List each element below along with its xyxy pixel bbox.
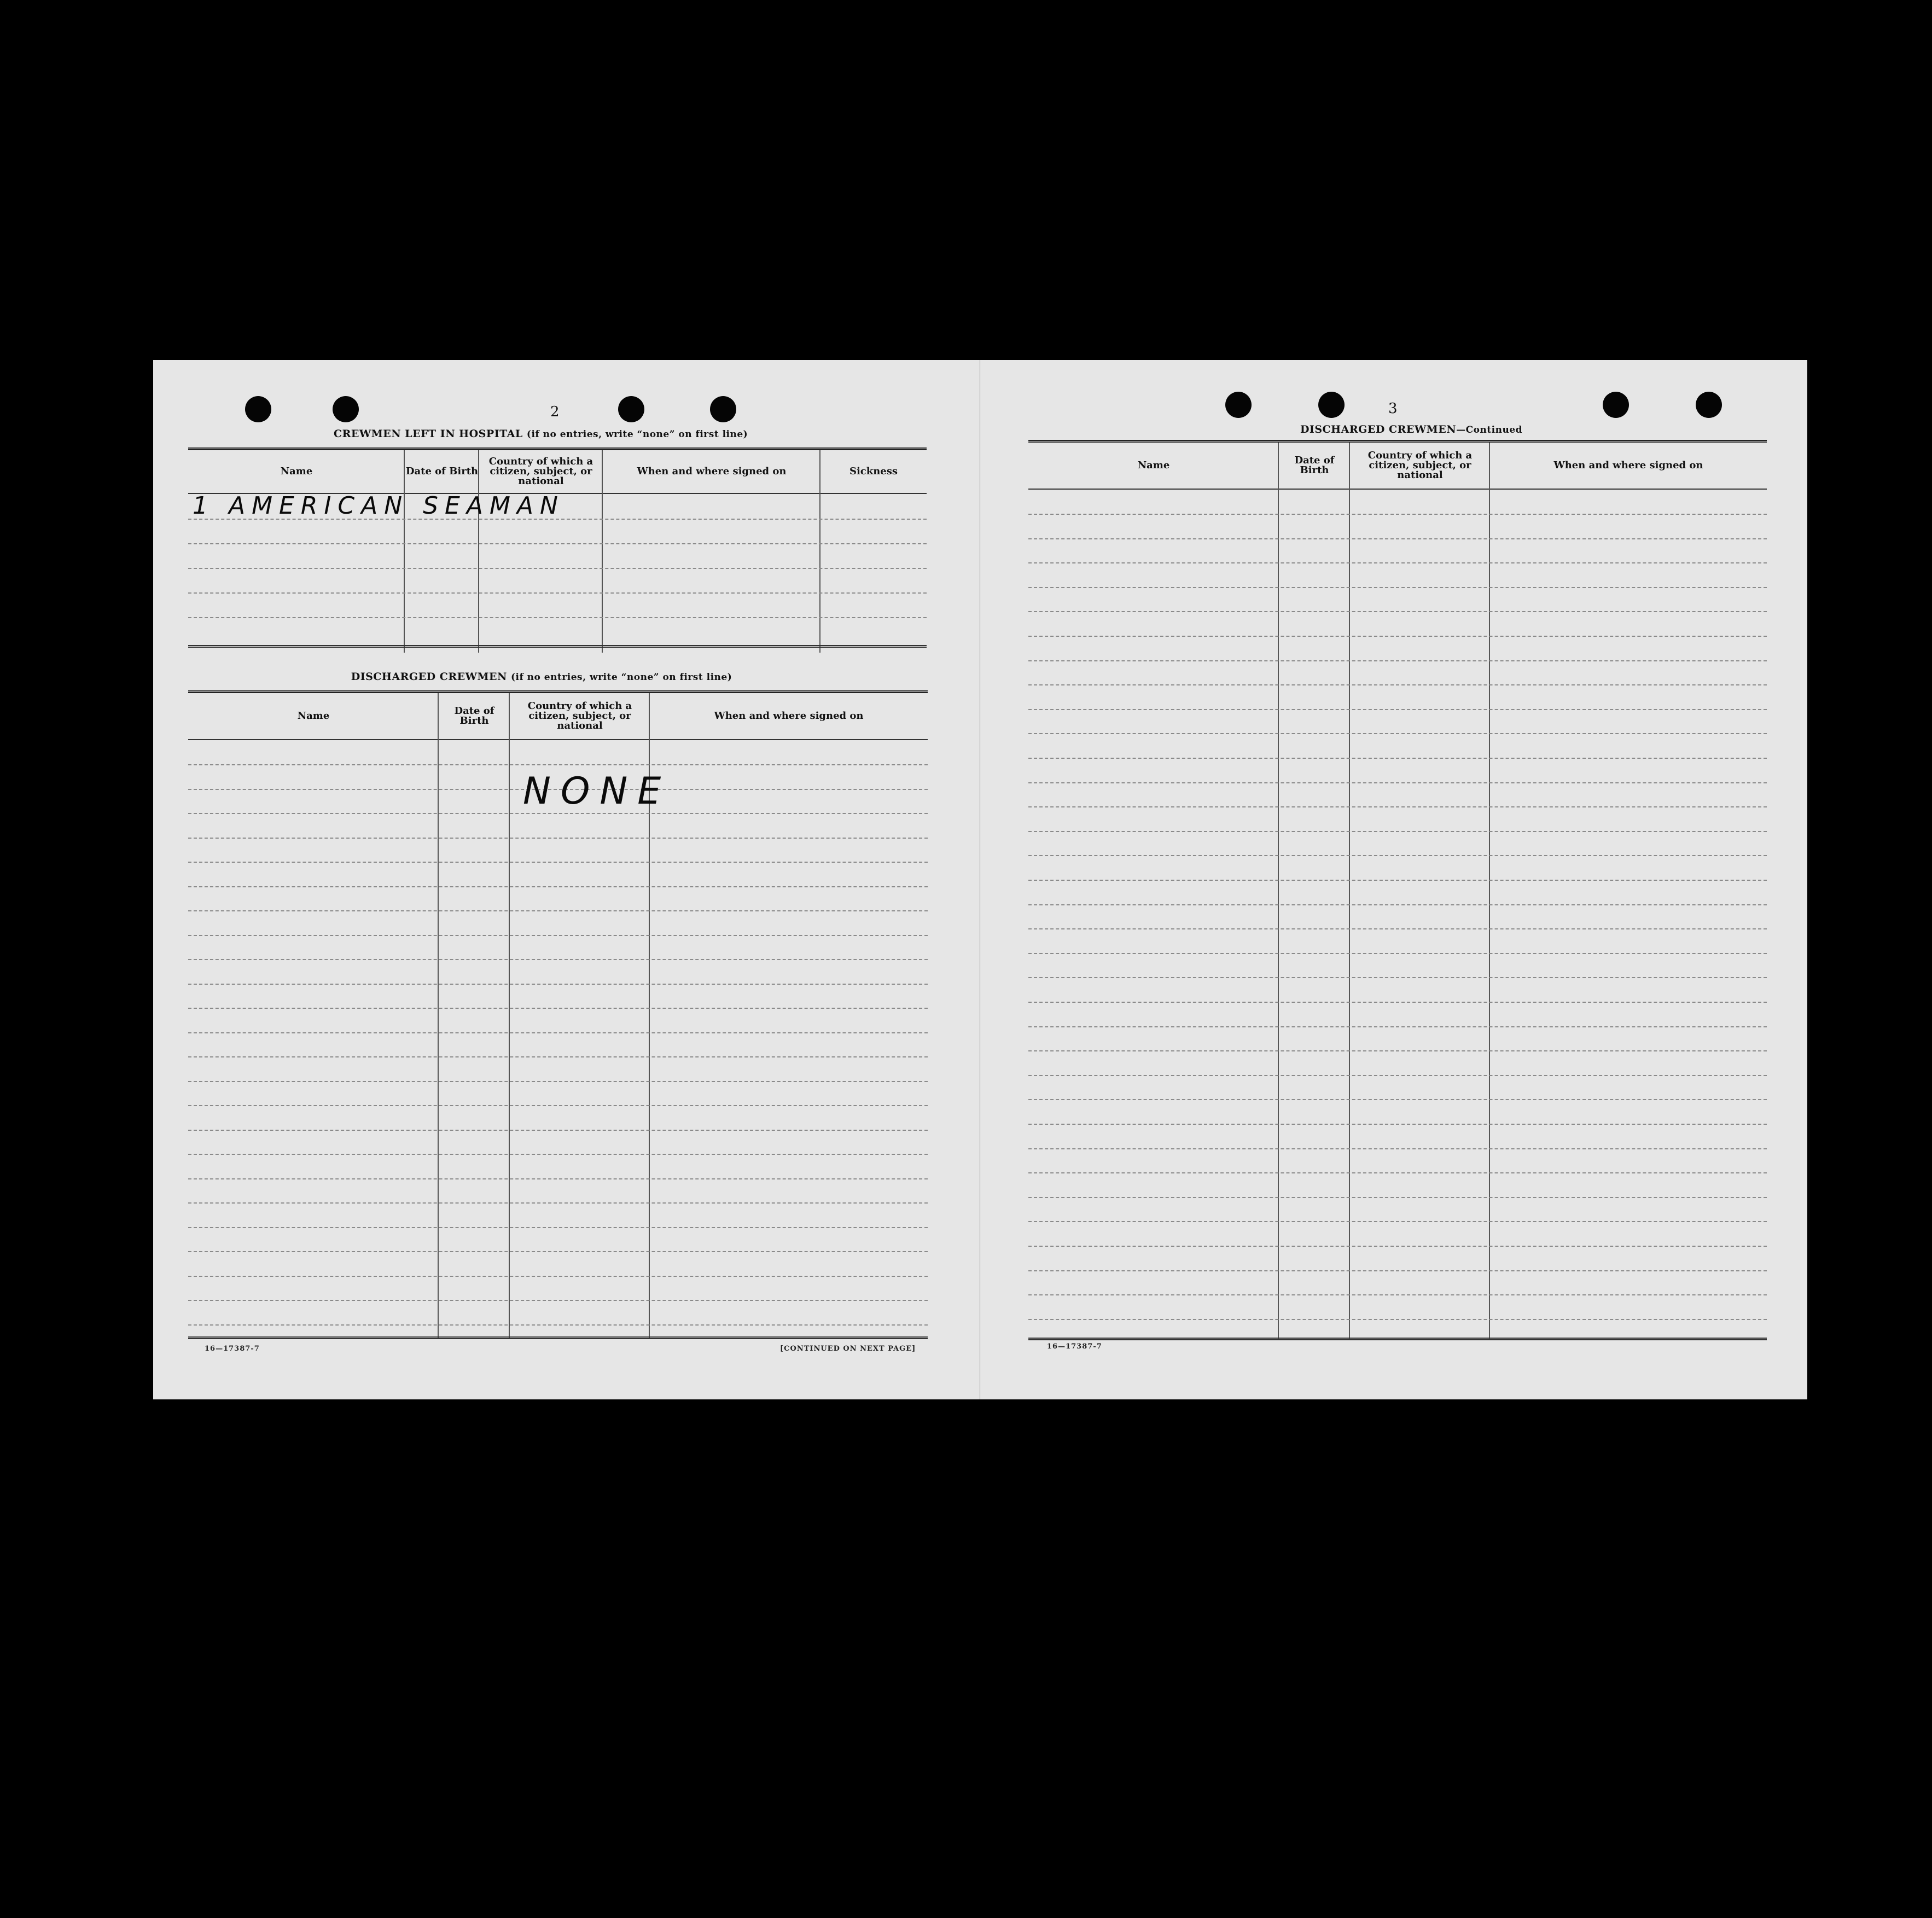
col-divider xyxy=(404,450,405,653)
row-line xyxy=(188,959,928,960)
table-bottom-rule xyxy=(188,1336,928,1339)
col-divider xyxy=(602,450,603,653)
row-line xyxy=(1028,1172,1767,1173)
continued-table-header xyxy=(1028,443,1767,490)
row-line xyxy=(1028,514,1767,515)
row-line xyxy=(188,935,928,936)
col-name: Name xyxy=(280,466,313,477)
row-line xyxy=(1028,1124,1767,1125)
row-line xyxy=(1028,1075,1767,1076)
row-line xyxy=(188,1202,928,1204)
discharged-continued-title xyxy=(1275,423,1548,435)
row-line xyxy=(1028,1294,1767,1295)
row-line xyxy=(188,1056,928,1057)
col-divider xyxy=(819,450,820,653)
row-line xyxy=(1028,1002,1767,1003)
col-date-of-birth: Date of Birth xyxy=(1294,455,1335,476)
row-line xyxy=(1028,1197,1767,1198)
punch-hole xyxy=(1225,392,1252,418)
row-line xyxy=(1028,977,1767,978)
row-line xyxy=(188,1178,928,1179)
row-line xyxy=(1028,660,1767,661)
hospital-title-text: CREWMEN LEFT IN HOSPITAL xyxy=(334,428,523,440)
row-line xyxy=(188,1032,928,1033)
row-line xyxy=(188,1324,928,1326)
row-line xyxy=(188,984,928,985)
row-line xyxy=(188,592,927,594)
row-line xyxy=(188,1227,928,1228)
col-divider xyxy=(1489,443,1490,1340)
col-name: Name xyxy=(297,710,330,722)
discharged-instruction: (if no entries, write “none” on first line) xyxy=(510,672,732,683)
form-number: 16—17387-7 xyxy=(1047,1342,1102,1351)
row-line xyxy=(1028,709,1767,710)
row-line xyxy=(188,838,928,839)
form-number: 16—17387-7 xyxy=(205,1345,260,1353)
col-divider xyxy=(438,693,439,1339)
table-bottom-rule xyxy=(1028,1338,1767,1340)
col-name: Name xyxy=(1137,460,1170,471)
col-date-of-birth: Date of Birth xyxy=(454,705,494,726)
row-line xyxy=(1028,562,1767,563)
col-signed-on: When and where signed on xyxy=(637,466,787,477)
row-line xyxy=(1028,1148,1767,1149)
col-divider xyxy=(478,450,479,653)
row-line xyxy=(1028,1270,1767,1271)
row-line xyxy=(188,813,928,814)
col-divider xyxy=(509,693,510,1339)
punch-hole xyxy=(618,396,644,422)
row-line xyxy=(188,1130,928,1131)
punch-hole xyxy=(333,396,359,422)
col-sickness: Sickness xyxy=(849,466,898,477)
row-line xyxy=(1028,855,1767,856)
punch-hole xyxy=(1603,392,1629,418)
row-line xyxy=(1028,1026,1767,1027)
row-line xyxy=(188,1008,928,1009)
row-line xyxy=(188,1300,928,1301)
discharged-table xyxy=(188,690,928,1339)
row-line xyxy=(1028,953,1767,954)
row-line xyxy=(1028,1319,1767,1320)
row-line xyxy=(1028,733,1767,734)
row-line xyxy=(1028,587,1767,588)
row-line xyxy=(188,1251,928,1252)
punch-hole xyxy=(1696,392,1722,418)
discharged-title-text: DISCHARGED CREWMEN xyxy=(351,671,507,683)
table-bottom-rule xyxy=(188,645,927,648)
row-line xyxy=(188,568,927,569)
hospital-table-header xyxy=(188,450,927,494)
hospital-instruction: (if no entries, write “none” on first line) xyxy=(526,429,748,440)
row-line xyxy=(188,1154,928,1155)
row-line xyxy=(1028,1246,1767,1247)
handwritten-entry: 1 AMERICAN SEAMAN xyxy=(193,492,565,520)
form-sheet xyxy=(153,360,1807,1399)
discharged-continued-table xyxy=(1028,440,1767,1340)
hospital-section-title xyxy=(334,428,748,440)
row-line xyxy=(1028,831,1767,832)
row-line xyxy=(1028,880,1767,881)
row-line xyxy=(1028,1099,1767,1100)
punch-hole xyxy=(710,396,736,422)
row-line xyxy=(1028,928,1767,929)
row-line xyxy=(1028,538,1767,539)
row-line xyxy=(188,886,928,887)
col-divider xyxy=(1349,443,1350,1340)
row-line xyxy=(1028,611,1767,612)
row-line xyxy=(188,1105,928,1106)
row-line xyxy=(188,862,928,863)
discharged-table-header xyxy=(188,693,928,740)
discharged-section-title xyxy=(339,671,744,683)
center-fold xyxy=(979,360,981,1399)
row-line xyxy=(1028,904,1767,905)
continued-note: [CONTINUED ON NEXT PAGE] xyxy=(780,1345,916,1353)
row-line xyxy=(1028,806,1767,807)
discharged-continued-title-text: DISCHARGED CREWMEN xyxy=(1300,423,1457,435)
row-line xyxy=(1028,1221,1767,1222)
punch-hole xyxy=(1318,392,1345,418)
continued-suffix: —Continued xyxy=(1456,425,1523,435)
col-divider xyxy=(1278,443,1279,1340)
col-signed-on: When and where signed on xyxy=(1553,460,1703,471)
row-line xyxy=(188,1081,928,1082)
row-line xyxy=(188,910,928,911)
col-date-of-birth: Date of Birth xyxy=(405,466,479,477)
hospital-table xyxy=(188,447,927,653)
col-country: Country of which a citizen, subject, or national xyxy=(527,700,632,731)
row-line xyxy=(188,1276,928,1277)
col-country: Country of which a citizen, subject, or national xyxy=(1367,450,1473,481)
col-country: Country of which a citizen, subject, or national xyxy=(488,456,593,487)
row-line xyxy=(1028,782,1767,783)
row-line xyxy=(188,764,928,765)
handwritten-none: NONE xyxy=(523,770,671,813)
row-line xyxy=(1028,758,1767,759)
page-number: 3 xyxy=(1388,400,1398,417)
col-signed-on: When and where signed on xyxy=(714,710,864,722)
page-number: 2 xyxy=(550,404,560,420)
punch-hole xyxy=(245,396,271,422)
row-line xyxy=(1028,684,1767,685)
row-line xyxy=(1028,636,1767,637)
row-line xyxy=(188,617,927,618)
row-line xyxy=(188,543,927,544)
row-line xyxy=(1028,1050,1767,1051)
